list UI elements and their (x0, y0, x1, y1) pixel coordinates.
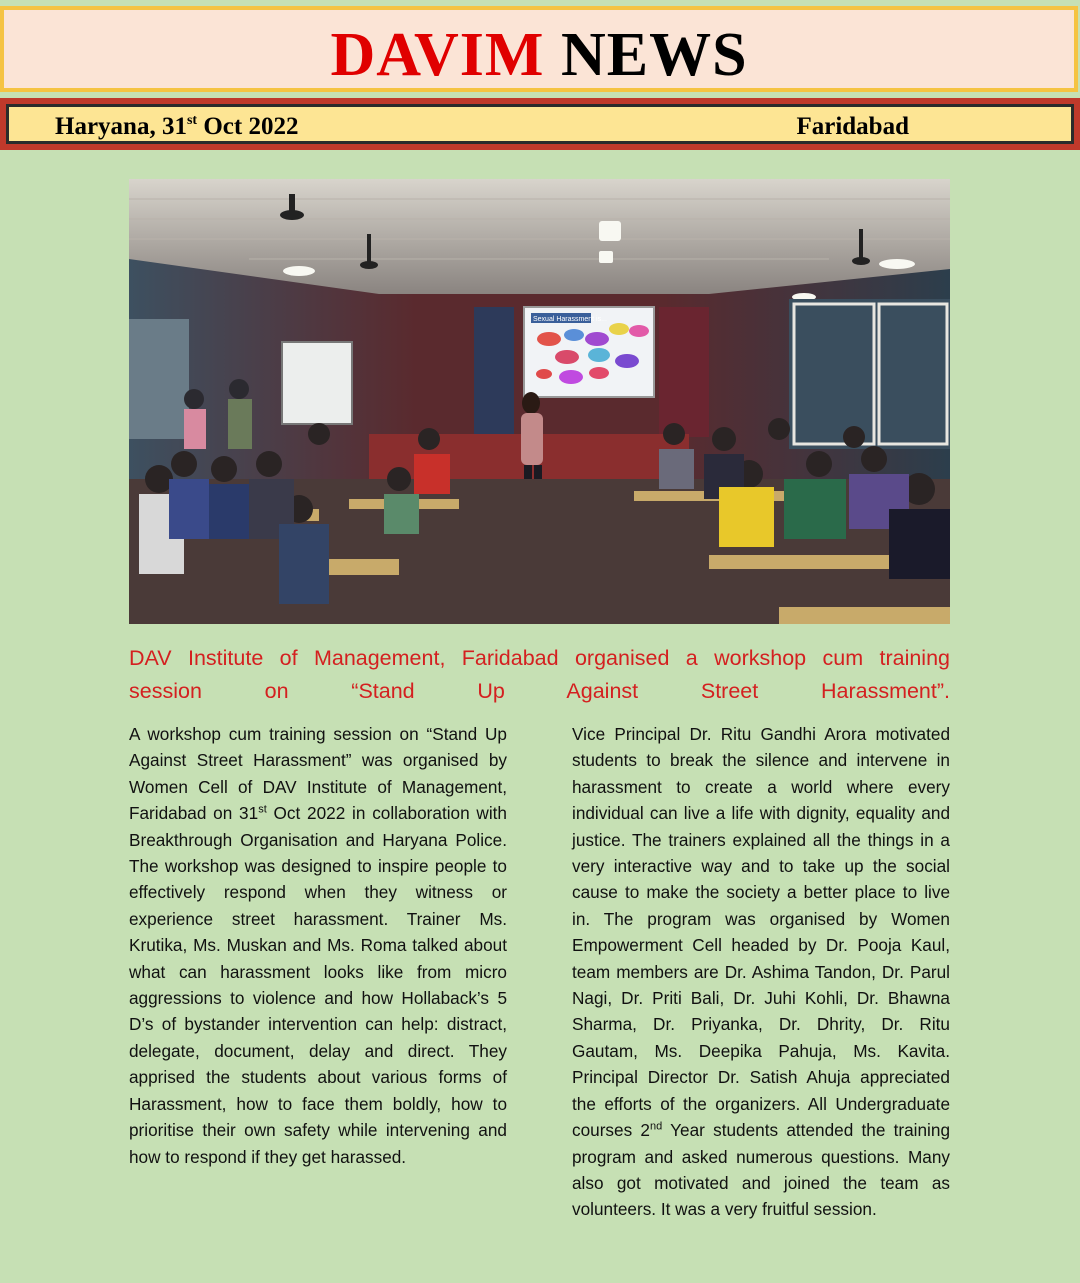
workshop-photo (129, 179, 950, 624)
headline-line-2: session on “Stand Up Against Street Harassment”. (129, 679, 950, 703)
issue-month-year: Oct 2022 (197, 113, 299, 140)
dateline-bar (0, 98, 1080, 150)
article-column-left (129, 721, 507, 1170)
issue-date (55, 113, 298, 141)
title-davim: DAVIM (330, 21, 545, 89)
issue-place: Haryana, 31 (55, 113, 187, 140)
slide-title: Sexual Harassment is... (533, 316, 607, 323)
article-headline (129, 642, 950, 708)
issue-city: Faridabad (796, 113, 909, 140)
article-left-sup: st (258, 803, 267, 816)
dateline-inner (6, 104, 1074, 144)
article-column-right (572, 721, 950, 1223)
headline-line-1: DAV Institute of Management, Faridabad organised a workshop cum training (129, 646, 950, 670)
article-left-text-1: A workshop cum training session on “Stand Up Against Street Harassment” was organised by Women Cell of DAV Institute of Management, Faridabad on 31 (129, 724, 507, 824)
article-right-text-1: Vice Principal Dr. Ritu Gandhi Arora motivated students to break the silence and intervene in harassment to create a world where every individual can live a life with dignity, equality and justice. The trainers explained all the things in a very interactive way and to take up the social cause to make the society a better place to live in. The program was organised by Women Empowerment Cell headed by Dr. Pooja Kaul, team members are Dr. Ashima Tandon, Dr. Parul Nagi, Dr. Priti Bali, Dr. Juhi Kohli, Dr. Bhawna Sharma, Dr. Priyanka, Dr. Dhrity, Dr. Ritu Gautam, Ms. Deepika Pahuja, Ms. Kavita. Principal Director Dr. Satish Ahuja appreciated the efforts of the organizers. All Undergraduate courses 2 (572, 724, 950, 1141)
article-right-sup: nd (649, 1120, 663, 1133)
article-right-text-2: Year students attended the training program and asked numerous questions. Many also got motivated and joined the team as volunteers. It was a very fruitful session. (572, 1120, 950, 1220)
newsletter-title (4, 22, 1074, 88)
article-left-text-2: Oct 2022 in collaboration with Breakthrough Organisation and Haryana Police. The workshop was designed to inspire people to effectively respond when they witness or experience street harassment. Trainer Ms. Krutika, Ms. Muskan and Ms. Roma talked about what can harassment looks like from micro aggressions to violence and how Hollaback’s 5 D’s of bystander intervention can help: distract, delegate, document, delay and direct. They apprised the students about various forms of Harassment, how to face them boldly, how to prioritise their own safety while intervening and how to respond if they get harassed. (129, 803, 507, 1167)
title-news: NEWS (560, 21, 748, 89)
date-suffix: st (186, 113, 198, 128)
masthead (0, 6, 1078, 92)
